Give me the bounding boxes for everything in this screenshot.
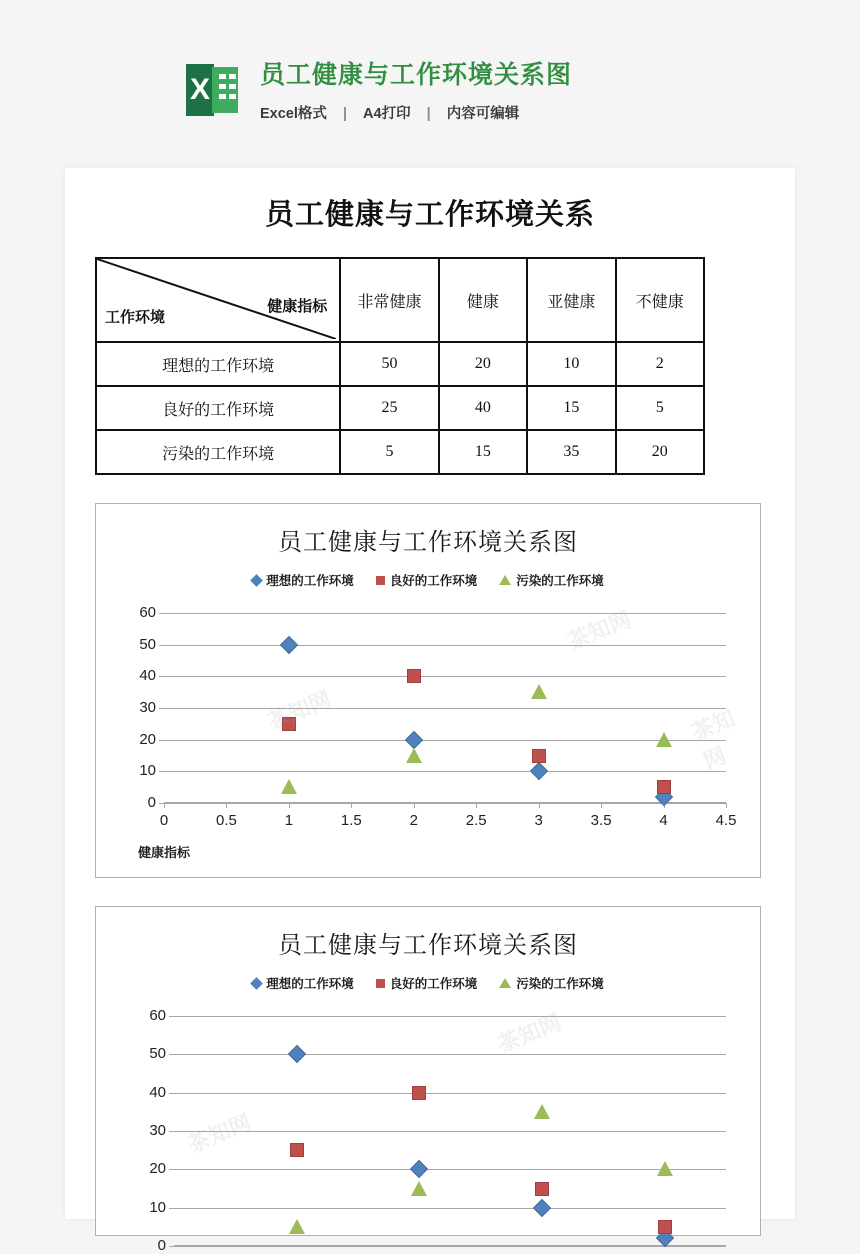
chart-2-plot bbox=[96, 1007, 760, 1254]
data-point[interactable] bbox=[536, 1201, 549, 1214]
y-axis-tick-mark bbox=[169, 1054, 174, 1055]
cell-2-1: 15 bbox=[439, 430, 527, 474]
data-point[interactable] bbox=[412, 1086, 426, 1100]
row-label-0: 理想的工作环境 bbox=[96, 342, 340, 386]
data-point[interactable] bbox=[658, 1220, 672, 1234]
x-axis-tick-label: 3 bbox=[534, 812, 543, 829]
y-axis-tick-mark bbox=[169, 1208, 174, 1209]
watermark: 茶知网 bbox=[184, 1109, 255, 1158]
cell-2-0: 5 bbox=[340, 430, 438, 474]
gridline bbox=[164, 708, 726, 709]
chart-1-grid-area bbox=[139, 604, 737, 829]
diamond-marker-icon bbox=[250, 574, 263, 587]
legend-label-1: 良好的工作环境 bbox=[389, 574, 478, 588]
legend-item-0[interactable] bbox=[252, 974, 354, 992]
row-label-2: 污染的工作环境 bbox=[96, 430, 340, 474]
x-axis-tick-mark bbox=[226, 803, 227, 808]
y-axis-tick-mark bbox=[169, 1246, 174, 1247]
data-point[interactable] bbox=[407, 669, 421, 683]
gridline bbox=[164, 645, 726, 646]
gridline bbox=[174, 1093, 726, 1094]
legend-item-2[interactable] bbox=[499, 571, 604, 589]
x-axis-tick-mark bbox=[726, 803, 727, 808]
legend-item-1[interactable] bbox=[376, 974, 478, 992]
y-axis-tick-label: 50 bbox=[149, 1045, 166, 1063]
legend-label-1: 良好的工作环境 bbox=[389, 977, 478, 991]
scatter-chart-2 bbox=[95, 906, 761, 1254]
chart-1-plot bbox=[96, 604, 760, 829]
gridline bbox=[164, 676, 726, 677]
x-axis-tick-mark bbox=[289, 803, 290, 808]
y-axis-tick-mark bbox=[169, 1093, 174, 1094]
x-axis-tick-mark bbox=[414, 803, 415, 808]
y-axis-tick-label: 10 bbox=[139, 762, 156, 780]
y-axis-tick-label: 10 bbox=[149, 1198, 166, 1216]
cell-0-0: 50 bbox=[340, 342, 438, 386]
gridline bbox=[164, 803, 726, 804]
header-meta bbox=[260, 102, 572, 123]
data-point[interactable] bbox=[290, 1143, 304, 1157]
gridline bbox=[174, 1054, 726, 1055]
chart-1-legend bbox=[96, 571, 760, 589]
x-axis-tick-label: 1.5 bbox=[340, 812, 362, 829]
y-axis-tick-label: 40 bbox=[149, 1083, 166, 1101]
square-marker-icon bbox=[376, 576, 385, 585]
x-axis-tick-mark bbox=[351, 803, 352, 808]
y-axis-tick-label: 60 bbox=[149, 1007, 166, 1025]
y-axis-tick-label: 20 bbox=[149, 1160, 166, 1178]
x-axis-tick-mark bbox=[476, 803, 477, 808]
watermark: 茶知网 bbox=[264, 686, 335, 735]
y-axis-tick-mark bbox=[159, 613, 164, 614]
table-corner-cell bbox=[96, 258, 340, 342]
data-point[interactable] bbox=[413, 1163, 426, 1176]
gridline bbox=[174, 1016, 726, 1017]
gridline bbox=[164, 740, 726, 741]
table-row bbox=[96, 430, 704, 474]
corner-column-label: 健康指标 bbox=[267, 298, 328, 315]
column-header-3: 不健康 bbox=[616, 258, 704, 342]
y-axis-tick-mark bbox=[169, 1131, 174, 1132]
legend-item-1[interactable] bbox=[376, 571, 478, 589]
cell-1-0: 25 bbox=[340, 386, 438, 430]
chart-1-title: 员工健康与工作环境关系图 bbox=[278, 530, 578, 556]
table-header-row bbox=[96, 258, 704, 342]
meta-print: A4打印 bbox=[363, 106, 411, 122]
data-point[interactable] bbox=[290, 1048, 303, 1061]
meta-separator-2: | bbox=[426, 106, 431, 122]
cell-2-3: 20 bbox=[616, 430, 704, 474]
cell-0-3: 2 bbox=[616, 342, 704, 386]
cell-1-1: 40 bbox=[439, 386, 527, 430]
gridline bbox=[164, 771, 726, 772]
x-axis-tick-label: 0.5 bbox=[216, 812, 237, 829]
data-point[interactable] bbox=[532, 749, 546, 763]
y-axis-tick-mark bbox=[169, 1016, 174, 1017]
gridline bbox=[174, 1208, 726, 1209]
cell-2-2: 35 bbox=[527, 430, 615, 474]
gridline bbox=[174, 1246, 726, 1247]
y-axis-tick-label: 60 bbox=[139, 604, 156, 622]
scatter-chart-1 bbox=[95, 503, 761, 878]
data-point[interactable] bbox=[535, 1182, 549, 1196]
column-header-1: 健康 bbox=[439, 258, 527, 342]
y-axis-tick-mark bbox=[159, 645, 164, 646]
x-axis-tick-label: 1 bbox=[284, 812, 294, 829]
cell-1-3: 5 bbox=[616, 386, 704, 430]
gridline bbox=[174, 1169, 726, 1170]
x-axis-tick-mark bbox=[601, 803, 602, 808]
data-point[interactable] bbox=[657, 780, 671, 794]
watermark: 茶知网 bbox=[494, 1009, 565, 1058]
row-label-1: 良好的工作环境 bbox=[96, 386, 340, 430]
table-row bbox=[96, 386, 704, 430]
page-title: 员工健康与工作环境关系图 bbox=[260, 61, 573, 89]
chart-2-title: 员工健康与工作环境关系图 bbox=[278, 933, 578, 959]
chart-2-grid-area bbox=[149, 1007, 726, 1254]
y-axis-tick-label: 30 bbox=[149, 1122, 166, 1140]
corner-row-label: 工作环境 bbox=[105, 309, 166, 326]
y-axis-tick-mark bbox=[159, 740, 164, 741]
meta-separator-1: | bbox=[342, 106, 347, 122]
excel-logo-letter: X bbox=[189, 73, 210, 106]
legend-label-0: 理想的工作环境 bbox=[266, 574, 354, 588]
y-axis-tick-label: 40 bbox=[139, 667, 156, 685]
column-header-2: 亚健康 bbox=[527, 258, 615, 342]
x-axis-tick-label: 2.5 bbox=[465, 812, 487, 829]
y-axis-tick-label: 0 bbox=[157, 1237, 166, 1254]
x-axis-line bbox=[174, 1245, 726, 1246]
data-point[interactable] bbox=[282, 638, 295, 651]
y-axis-tick-label: 50 bbox=[139, 635, 156, 653]
y-axis-tick-label: 30 bbox=[139, 699, 156, 717]
watermark: 茶知网 bbox=[688, 705, 739, 774]
y-axis-tick-label: 20 bbox=[139, 730, 156, 748]
y-axis-tick-mark bbox=[159, 771, 164, 772]
gridline bbox=[174, 1131, 726, 1132]
y-axis-tick-mark bbox=[159, 676, 164, 677]
x-axis-line bbox=[164, 802, 726, 803]
x-axis-tick-label: 4 bbox=[659, 812, 668, 829]
data-point[interactable] bbox=[282, 717, 296, 731]
y-axis-tick-mark bbox=[169, 1169, 174, 1170]
data-point[interactable] bbox=[407, 733, 420, 746]
meta-format: Excel格式 bbox=[260, 106, 327, 122]
column-header-0: 非常健康 bbox=[340, 258, 438, 342]
meta-editable: 内容可编辑 bbox=[446, 106, 520, 122]
x-axis-tick-label: 0 bbox=[159, 812, 169, 829]
cell-0-1: 20 bbox=[439, 342, 527, 386]
page-header bbox=[186, 60, 572, 123]
legend-label-2: 污染的工作环境 bbox=[516, 574, 604, 588]
document-sheet bbox=[65, 168, 795, 1254]
x-axis-tick-label: 2 bbox=[409, 812, 418, 829]
data-table-wrapper bbox=[95, 257, 765, 475]
triangle-marker-icon bbox=[499, 575, 511, 585]
x-axis-tick-label: 3.5 bbox=[590, 812, 612, 829]
legend-label-0: 理想的工作环境 bbox=[266, 977, 354, 991]
x-axis-tick-label: 4.5 bbox=[715, 812, 737, 829]
square-marker-icon bbox=[376, 979, 385, 988]
health-environment-table bbox=[95, 257, 705, 475]
chart-1-xaxis-label: 健康指标 bbox=[138, 845, 191, 860]
excel-file-icon bbox=[186, 64, 238, 116]
y-axis-tick-mark bbox=[159, 708, 164, 709]
document-title: 员工健康与工作环境关系 bbox=[264, 199, 595, 231]
y-axis-tick-label: 0 bbox=[147, 794, 156, 812]
chart-2-legend bbox=[96, 974, 760, 992]
cell-1-2: 15 bbox=[527, 386, 615, 430]
gridline bbox=[164, 613, 726, 614]
cell-0-2: 10 bbox=[527, 342, 615, 386]
x-axis-tick-mark bbox=[539, 803, 540, 808]
diamond-marker-icon bbox=[250, 977, 263, 990]
legend-item-0[interactable] bbox=[252, 571, 354, 589]
legend-label-2: 污染的工作环境 bbox=[516, 977, 604, 991]
x-axis-tick-mark bbox=[164, 803, 165, 808]
data-point[interactable] bbox=[532, 765, 545, 778]
table-row bbox=[96, 342, 704, 386]
legend-item-2[interactable] bbox=[499, 974, 604, 992]
triangle-marker-icon bbox=[499, 978, 511, 988]
watermark: 茶知网 bbox=[564, 606, 635, 655]
